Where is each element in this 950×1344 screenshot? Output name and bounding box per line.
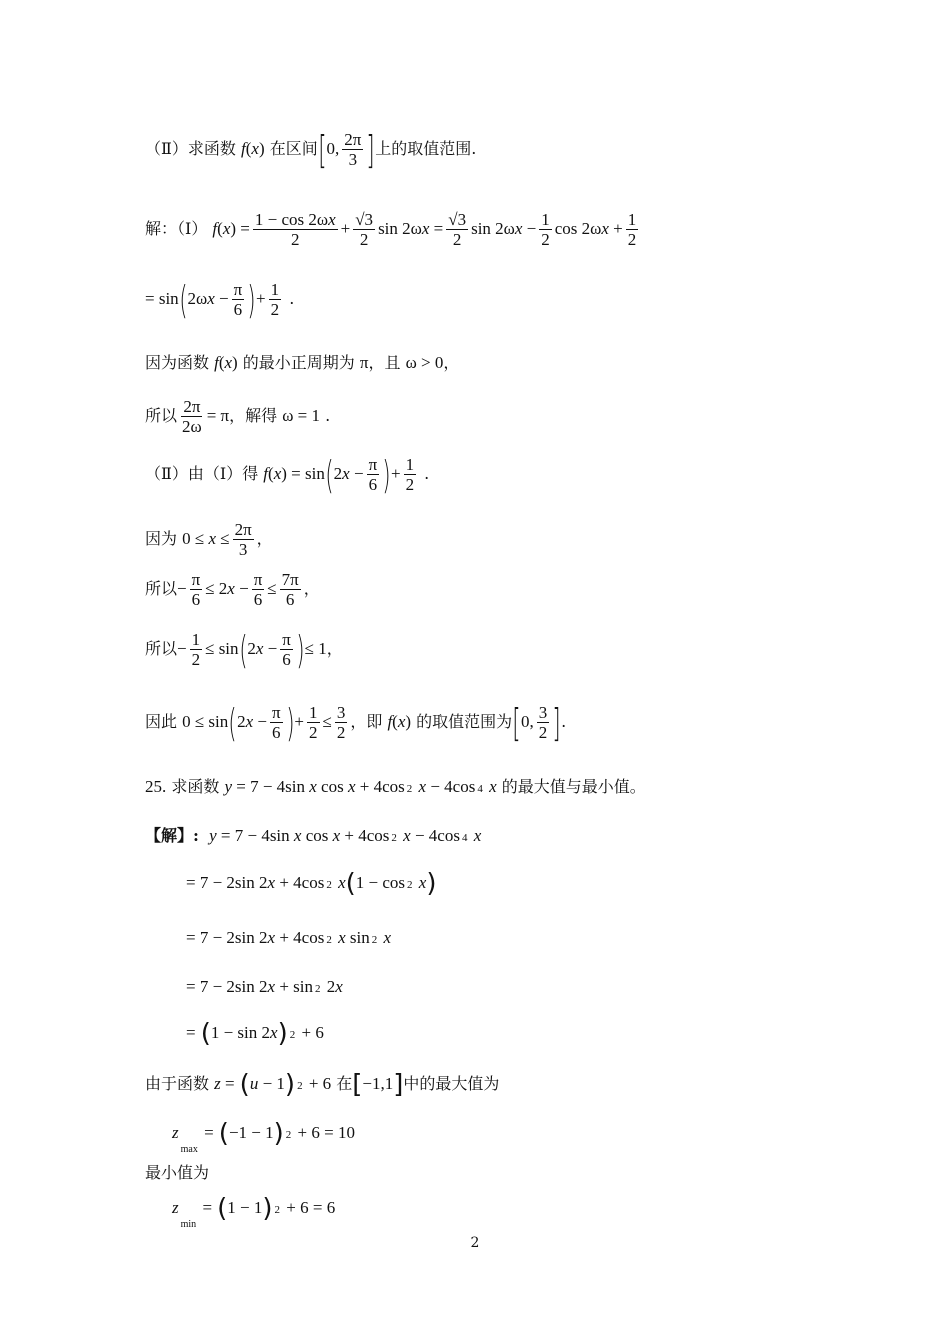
line-solution-25: 【解】: y = 7 − 4sin x cos x + 4cos 2 x − 4cos 4 x [145,826,482,845]
line-part2-start: （Ⅱ）由（Ⅰ）得 f(x) = sin(2x − $\frac{\pi}{6}$ )+ $\frac{1}{2}$ . [145,452,430,497]
line-step-4: = (1 − sin 2x) 2 + 6 [186,1018,324,1049]
line-omega: 所以 $\frac{2\pi}{2\omega}$ = π，解得 ω = 1 . [145,397,331,436]
line-step-1: = 7 − 2sin 2x + 4cos 2 x(1 − cos 2 x) [186,868,437,899]
line-step-3: = 7 − 2sin 2x + sin 2 2x [186,977,343,996]
line-problem-25: 25. 求函数 y = 7 − 4sin x cos x + 4cos 2 x − 4cos 4 x 的最大值与最小值。 [145,777,646,796]
line-range-sin: 所以− $\frac{1}{2}$ ≤ sin(2x − $\frac{\pi}{6}$ )≤ 1， [145,627,343,672]
line-conclusion: 因此 0 ≤ sin(2x − $\frac{\pi}{6}$ )+ $\frac{1}{2}$ ≤ $\frac{3}{2}$ ，即 f(x) 的取值范围为[0, $\frac{3}{2}$ ]. [145,700,567,745]
line-zmax: $z_{max} = (-1 - 1) 2 + 6 = 10$ [172,1118,355,1155]
line-solution-1: 解：（Ⅰ） f(x) = $\frac{1 - \cos 2\omega x}{2}$ + $\frac{√3}{2}$ sin 2ωx = $\frac{√3}{2}$ sin 2ωx − $\frac{1}{2}$ cos 2ωx + $\frac{1}{2}$ [145,210,637,249]
page-number: 2 [470,1235,480,1251]
line-period: 因为函数 f(x) 的最小正周期为 π，且 ω > 0， [145,353,460,372]
line-part2-question: （Ⅱ）求函数 f(x) 在区间[0, $\frac{2\pi}{3}$ ]上的取值范围. [145,127,477,172]
line-max-intro: 由于函数 z = (u − 1) 2 + 6 在[−1,1]中的最大值为 [145,1069,500,1100]
line-range-x: 因为 0 ≤ x ≤ $\frac{2\pi}{3}$ ， [145,520,273,559]
line-step-2: = 7 − 2sin 2x + 4cos 2 x sin 2 x [186,928,391,947]
line-min-intro: 最小值为 [145,1163,210,1182]
line-solution-2: = sin(2ωx − $\frac{\pi}{6}$ )+ $\frac{1}{2}$ . [145,277,295,322]
line-range-arg: 所以− $\frac{\pi}{6}$ ≤ 2x − $\frac{\pi}{6}$ ≤ $\frac{7\pi}{6}$ ， [145,570,320,609]
line-zmin: $z_{min} = (1 - 1) 2 + 6 = 6$ [172,1193,336,1230]
